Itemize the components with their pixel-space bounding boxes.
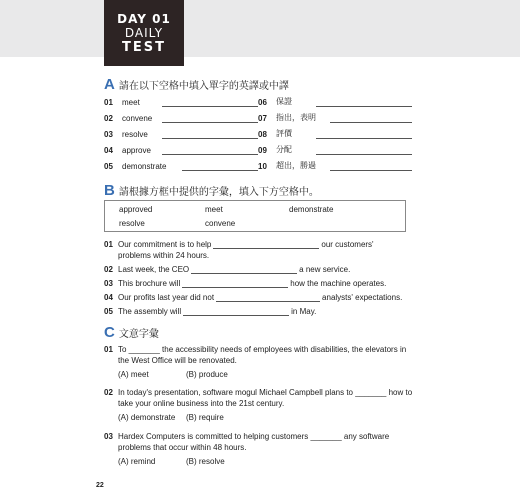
answer-blank[interactable] — [183, 306, 289, 316]
question-item — [104, 387, 414, 423]
vocab-row — [104, 111, 258, 123]
word-bank-box — [104, 200, 406, 232]
item-number: 07 — [258, 114, 267, 123]
answer-blank[interactable] — [213, 239, 319, 249]
word-bank-item: resolve — [119, 219, 145, 228]
page-number: 22 — [96, 482, 104, 489]
section-c-heading — [104, 324, 159, 341]
item-number: 10 — [258, 162, 267, 171]
item-number: 02 — [104, 388, 113, 397]
vocab-word: meet — [122, 98, 140, 107]
sentence-text: Our profits last year did not — [118, 293, 215, 302]
answer-option[interactable]: (B) resolve — [186, 457, 225, 466]
header-band — [0, 0, 520, 57]
day-title-block — [104, 0, 184, 66]
section-b-letter: B — [104, 182, 115, 199]
sentence-text: in May. — [291, 307, 317, 316]
sentence-text: Last week, the CEO — [118, 265, 190, 274]
answer-blank[interactable] — [216, 292, 320, 302]
item-number: 04 — [104, 293, 113, 302]
sentence-text: how the machine operates. — [290, 279, 387, 288]
item-number: 05 — [104, 307, 113, 316]
day-label: DAY 01 — [117, 12, 171, 26]
sentence-row — [104, 276, 386, 288]
vocab-row — [258, 95, 412, 107]
sentence-row — [104, 290, 402, 302]
vocab-word: 指出，表明 — [276, 113, 316, 122]
answer-option[interactable]: (A) meet — [118, 370, 149, 379]
sentence-row — [104, 262, 350, 274]
vocab-row — [104, 143, 258, 155]
vocab-word: approve — [122, 146, 151, 155]
question-text: In today's presentation, software mogul Michael Campbell plans to _______ how to take your online business into the 21st century. — [118, 388, 413, 408]
item-number: 02 — [104, 114, 113, 123]
sentence-continuation — [118, 248, 209, 260]
word-bank-item: demonstrate — [289, 205, 334, 214]
question-text: To _______ the accessibility needs of employees with disabilities, the elevators in the West Office will be renovated. — [118, 345, 407, 365]
item-number: 03 — [104, 130, 113, 139]
section-a-letter: A — [104, 76, 115, 93]
answer-option[interactable]: (B) produce — [186, 370, 228, 379]
vocab-row — [258, 143, 412, 155]
answer-line[interactable] — [330, 161, 412, 171]
vocab-row — [258, 111, 412, 123]
item-number: 04 — [104, 146, 113, 155]
answer-option[interactable]: (A) remind — [118, 457, 156, 466]
test-label: TEST — [122, 40, 166, 55]
answer-blank[interactable] — [182, 278, 288, 288]
vocab-word: convene — [122, 114, 153, 123]
answer-line[interactable] — [316, 129, 412, 139]
sentence-text: problems within 24 hours. — [118, 251, 210, 260]
answer-line[interactable] — [316, 97, 412, 107]
item-number: 03 — [104, 432, 113, 441]
sentence-text: This brochure will — [118, 279, 181, 288]
question-text: Hardex Computers is committed to helping customers _______ any software problems that occur within 48 hours. — [118, 432, 390, 452]
answer-blank[interactable] — [191, 264, 297, 274]
item-number: 09 — [258, 146, 267, 155]
answer-line[interactable] — [182, 161, 258, 171]
answer-line[interactable] — [162, 129, 258, 139]
item-number: 06 — [258, 98, 267, 107]
vocab-row — [258, 127, 412, 139]
vocab-word: 超出，勝過 — [276, 161, 316, 170]
sentence-row — [104, 304, 316, 316]
section-a-heading — [104, 76, 289, 93]
vocab-row — [104, 159, 258, 171]
vocab-word: 分配 — [276, 145, 292, 154]
sentence-text: our customers' — [321, 240, 374, 249]
item-number: 05 — [104, 162, 113, 171]
vocab-word: resolve — [122, 130, 148, 139]
question-item — [104, 344, 414, 380]
item-number: 03 — [104, 279, 113, 288]
answer-line[interactable] — [316, 145, 412, 155]
vocab-row — [104, 95, 258, 107]
answer-option[interactable]: (A) demonstrate — [118, 413, 176, 422]
section-b-heading — [104, 182, 319, 199]
item-number: 01 — [104, 98, 113, 107]
vocab-word: 評價 — [276, 129, 292, 138]
section-b-instruction: 請根據方框中提供的字彙，填入下方空格中。 — [118, 187, 319, 198]
sentence-text: The assembly will — [118, 307, 182, 316]
vocab-word: 保證 — [276, 97, 292, 106]
answer-line[interactable] — [162, 113, 258, 123]
section-c-letter: C — [104, 324, 115, 341]
word-bank-item: convene — [205, 219, 236, 228]
item-number: 08 — [258, 130, 267, 139]
item-number: 01 — [104, 345, 113, 354]
word-bank-item: approved — [119, 205, 153, 214]
section-c-instruction: 文意字彙 — [118, 329, 159, 340]
item-number: 02 — [104, 265, 113, 274]
sentence-text: Our commitment is to help — [118, 240, 212, 249]
vocab-row — [258, 159, 412, 171]
answer-line[interactable] — [330, 113, 412, 123]
daily-label: DAILY — [124, 26, 164, 40]
vocab-row — [104, 127, 258, 139]
sentence-text: analysts' expectations. — [322, 293, 403, 302]
section-a-instruction: 請在以下空格中填入單字的英譯或中譯 — [118, 81, 289, 92]
answer-option[interactable]: (B) require — [186, 413, 224, 422]
question-item — [104, 431, 414, 467]
sentence-text: a new service. — [299, 265, 351, 274]
answer-line[interactable] — [162, 97, 258, 107]
answer-line[interactable] — [162, 145, 258, 155]
item-number: 01 — [104, 240, 113, 249]
vocab-word: demonstrate — [122, 162, 167, 171]
word-bank-item: meet — [205, 205, 223, 214]
